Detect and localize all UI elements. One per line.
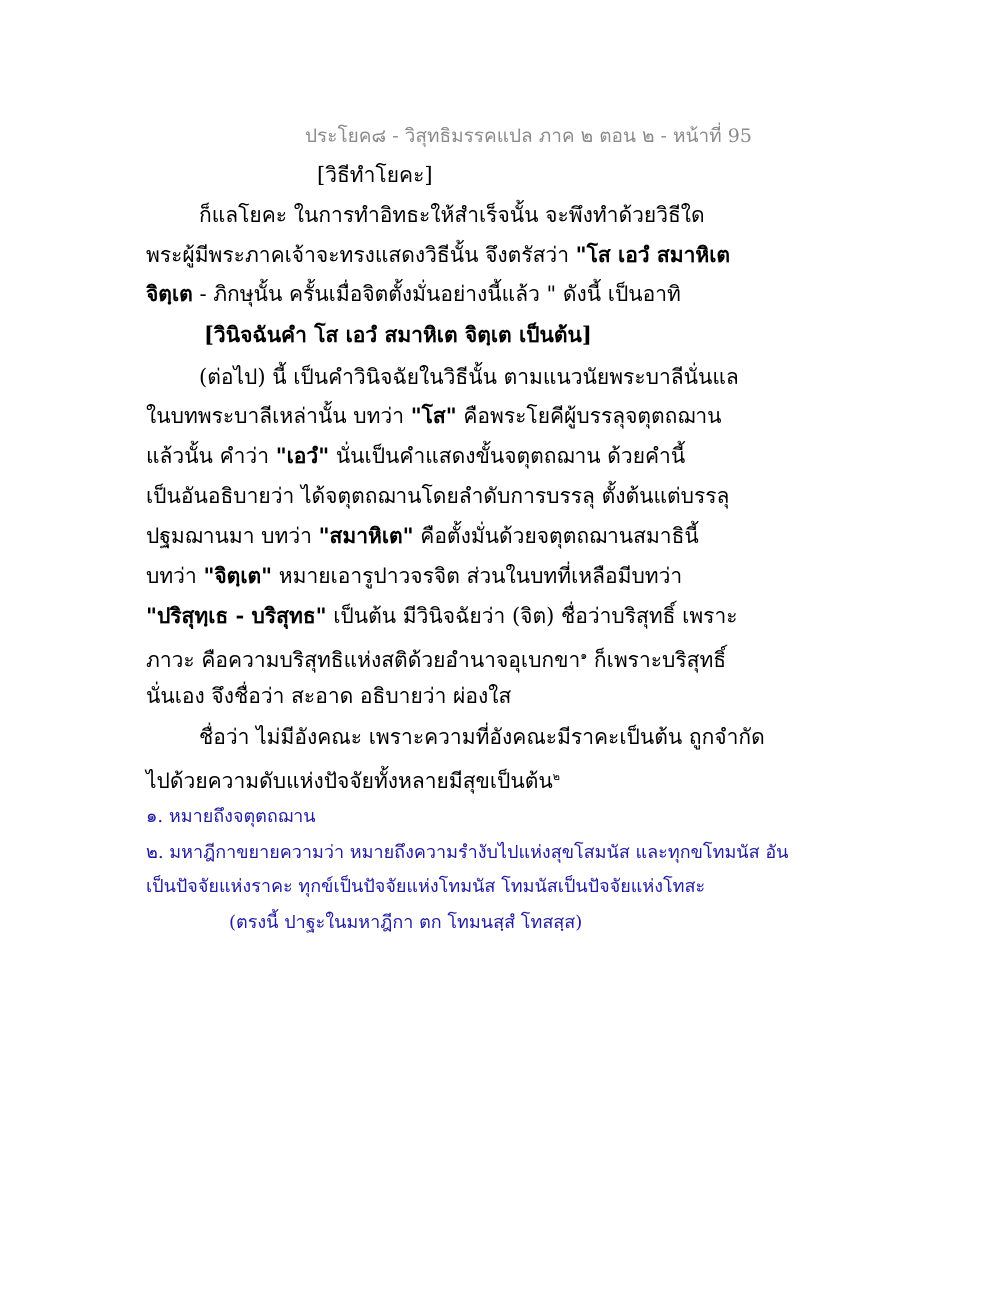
paragraph-line [146, 601, 738, 631]
text-span: คือตั้งมั่นด้วยจตุตถฌานสมาธินี้ [413, 524, 699, 548]
section-title: [วิธีทำโยคะ] [317, 163, 433, 187]
pali-term: จิตฺเต [146, 281, 193, 306]
footnote-ref: ๒ [552, 770, 560, 783]
text-span: นั่นเป็นคำแสดงขั้นจตุตถฌาน ด้วยคำนี้ [329, 444, 686, 468]
paragraph-line: นั่นเอง จึงชื่อว่า สะอาด อธิบายว่า ผ่องใส [146, 684, 512, 708]
text-span: พระผู้มีพระภาคเจ้าจะทรงแสดงวิธีนั้น จึงตรัสว่า [146, 243, 576, 267]
text-span: ปฐมฌานมา บทว่า [146, 524, 319, 548]
paragraph-line [146, 279, 681, 309]
text-span: ในบทพระบาลีเหล่านั้น บทว่า [146, 404, 411, 428]
paragraph-line: เป็นอันอธิบายว่า ได้จตุตถฌานโดยลำดับการบรรลุ ตั้งต้นแต่บรรลุ [146, 484, 730, 508]
paragraph-line [146, 240, 730, 270]
text-span: ภาวะ คือความบริสุทธิแห่งสติด้วยอำนาจอุเบกขา [146, 648, 581, 672]
pali-term: "โส" [410, 403, 457, 428]
footnote: เป็นปัจจัยแห่งราคะ ทุกข์เป็นปัจจัยแห่งโทมนัส โทมนัสเป็นปัจจัยแห่งโทสะ [146, 876, 706, 897]
pali-term: "สมาหิเต" [318, 523, 414, 548]
page-header: ประโยค๘ - วิสุทธิมรรคแปล ภาค ๒ ตอน ๒ - หน้าที่ 95 [305, 125, 752, 147]
pali-term: "จิตฺเต" [203, 563, 273, 588]
pali-term: "โส เอวํ สมาหิเต [575, 242, 731, 267]
paragraph-line: (ต่อไป) นี้ เป็นคำวินิจฉัยในวิธีนั้น ตามแนวนัยพระบาลีนั่นแล [199, 365, 739, 389]
text-span: - ภิกษุนั้น ครั้นเมื่อจิตตั้งมั่นอย่างนี้แล้ว " ดังนี้ เป็นอาทิ [192, 282, 681, 306]
paragraph-line [146, 762, 560, 796]
footnote-ref: ๑ [580, 649, 588, 662]
paragraph-line [146, 641, 726, 675]
paragraph-line [146, 561, 682, 591]
text-span: เป็นต้น มีวินิจฉัยว่า (จิต) ชื่อว่าบริสุทธิ์ เพราะ [326, 604, 738, 628]
paragraph-line [146, 401, 722, 431]
pali-term: "ปริสุทฺเธ - บริสุทธ" [146, 603, 327, 628]
text-span: บทว่า [146, 564, 204, 588]
text-span: หมายเอารูปาวจรจิต ส่วนในบทที่เหลือมีบทว่า [272, 564, 683, 588]
text-span: แล้วนั้น คำว่า [146, 444, 276, 468]
pali-term: "เอวํ" [275, 443, 330, 468]
footnote: (ตรงนี้ ปาฐะในมหาฎีกา ตก โทมนสฺสํ โทสสฺส) [229, 912, 583, 933]
footnote: ๒. มหาฎีกาขยายความว่า หมายถึงความรำงับไปแห่งสุขโสมนัส และทุกขโทมนัส อัน [146, 842, 789, 863]
paragraph-line [146, 441, 685, 471]
paragraph-line [146, 521, 699, 551]
text-span: ก็เพราะบริสุทธิ์ [587, 648, 727, 672]
paragraph-line: ก็แลโยคะ ในการทำอิทธะให้สำเร็จนั้น จะพึงทำด้วยวิธีใด [199, 203, 705, 227]
text-span: คือพระโยคีผู้บรรลุจตุตถฌาน [456, 404, 722, 428]
subheading: [วินิจฉันคำ โส เอวํ สมาหิเต จิตฺเต เป็นต้น] [204, 322, 592, 347]
footnote: ๑. หมายถึงจตุตถฌาน [146, 806, 316, 827]
paragraph-line: ชื่อว่า ไม่มีอังคณะ เพราะความที่อังคณะมีราคะเป็นต้น ถูกจำกัด [199, 725, 765, 749]
text-span: ไปด้วยความดับแห่งปัจจัยทั้งหลายมีสุขเป็นต้น [146, 769, 553, 793]
